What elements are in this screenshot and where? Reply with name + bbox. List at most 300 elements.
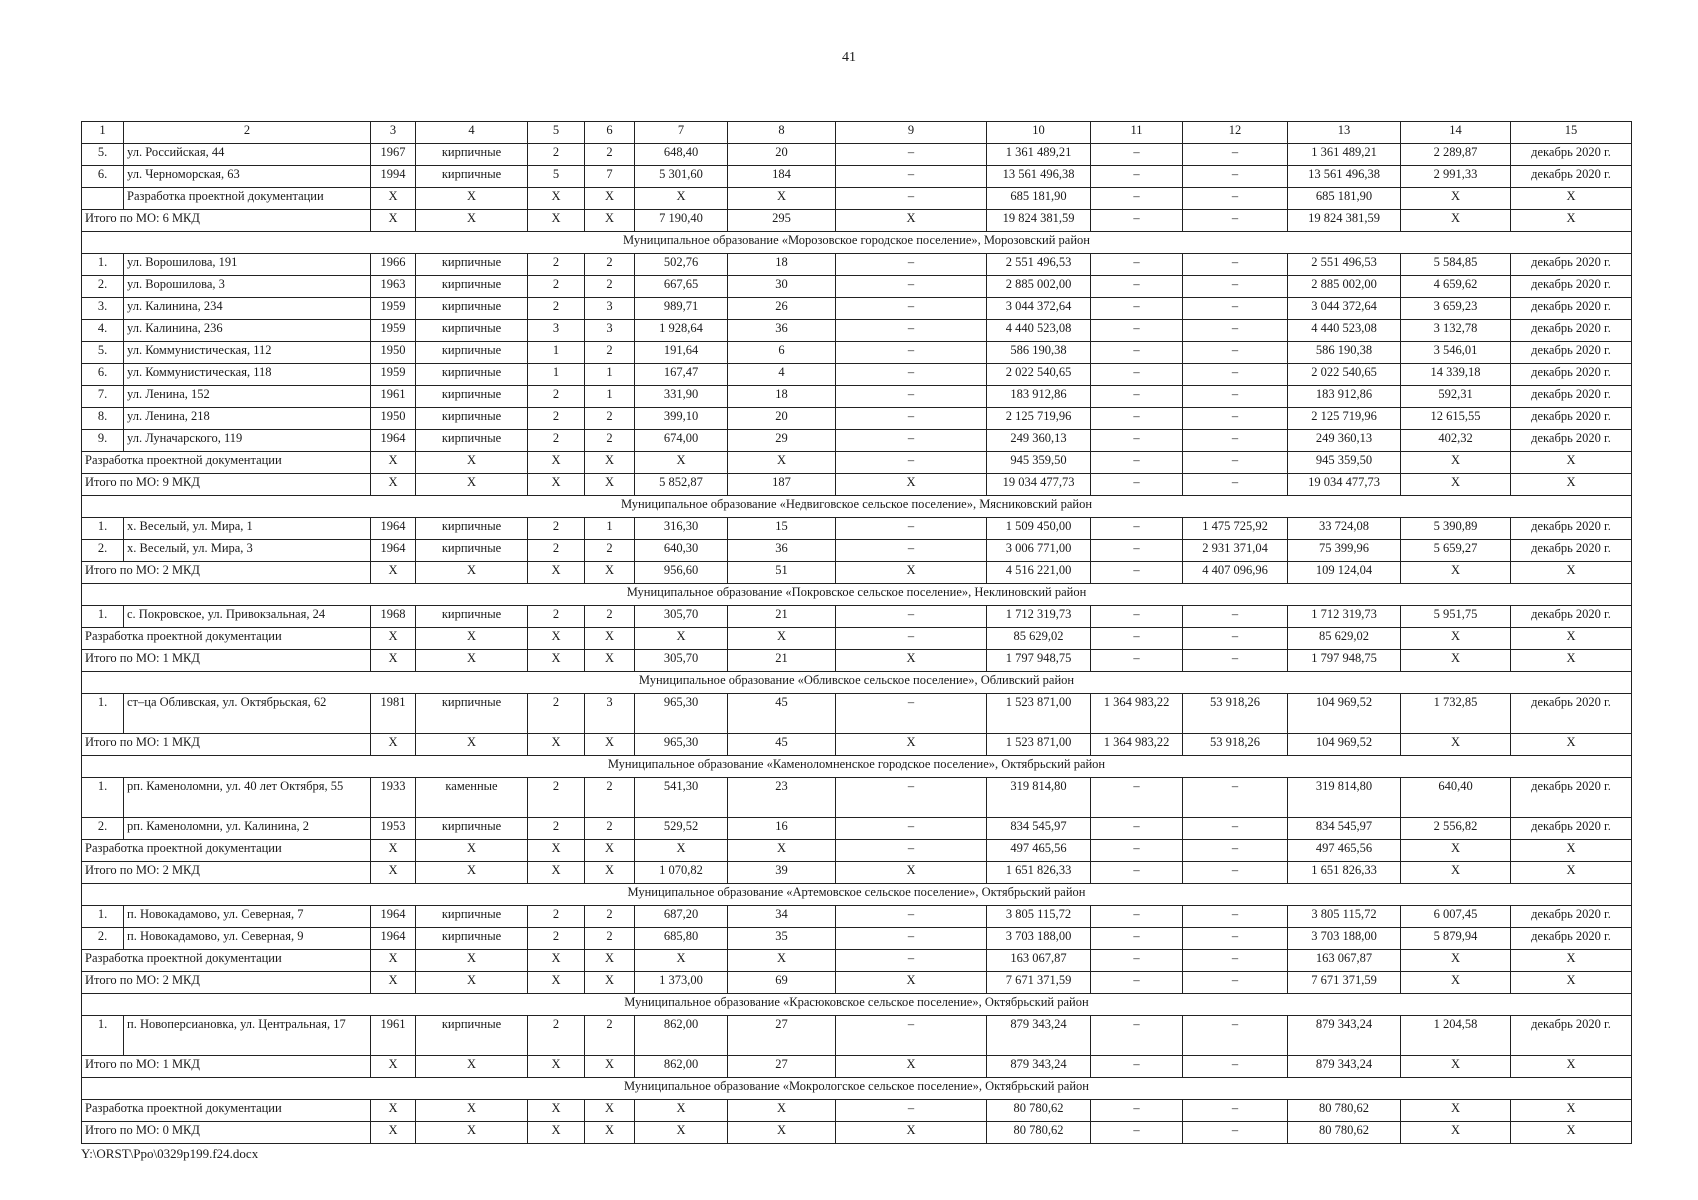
table-cell: – <box>1183 144 1288 166</box>
table-cell: 163 067,87 <box>1288 950 1401 972</box>
table-cell: 2 <box>528 540 585 562</box>
table-cell: 1 <box>585 386 635 408</box>
table-cell: X <box>836 474 987 496</box>
address-cell: рп. Каменоломни, ул. Калинина, 2 <box>124 818 371 840</box>
table-cell: 1 361 489,21 <box>987 144 1091 166</box>
table-cell: X <box>836 562 987 584</box>
table-cell: X <box>528 950 585 972</box>
table-cell: X <box>585 734 635 756</box>
table-cell: 51 <box>728 562 836 584</box>
section-header-row <box>82 232 1632 254</box>
table-cell: X <box>371 1100 416 1122</box>
table-cell: – <box>836 320 987 342</box>
table-cell: 1 509 450,00 <box>987 518 1091 540</box>
table-cell: 2 <box>585 778 635 818</box>
table-cell: X <box>728 840 836 862</box>
table-cell: 3 703 188,00 <box>1288 928 1401 950</box>
table-cell: – <box>1183 254 1288 276</box>
table-cell: X <box>416 210 528 232</box>
table-cell: 183 912,86 <box>1288 386 1401 408</box>
table-cell: – <box>1183 452 1288 474</box>
table-cell: декабрь 2020 г. <box>1511 276 1632 298</box>
table-cell: 75 399,96 <box>1288 540 1401 562</box>
table-cell: – <box>1183 818 1288 840</box>
summary-row <box>82 1056 1632 1078</box>
table-cell: 305,70 <box>635 650 728 672</box>
table-cell: кирпичные <box>416 386 528 408</box>
table-cell: каменные <box>416 778 528 818</box>
table-cell: X <box>635 840 728 862</box>
table-cell: 45 <box>728 694 836 734</box>
table-cell: – <box>836 1016 987 1056</box>
table-cell: 1 712 319,73 <box>1288 606 1401 628</box>
column-header-10: 10 <box>987 122 1091 144</box>
table-cell: 1 373,00 <box>635 972 728 994</box>
table-cell: 4 407 096,96 <box>1183 562 1288 584</box>
table-cell: 20 <box>728 408 836 430</box>
section-header-row <box>82 672 1632 694</box>
table-cell: 3 805 115,72 <box>1288 906 1401 928</box>
table-cell: – <box>1091 452 1183 474</box>
table-row <box>82 408 1632 430</box>
table-cell: 30 <box>728 276 836 298</box>
table-cell: 2 <box>585 430 635 452</box>
column-header-3: 3 <box>371 122 416 144</box>
table-cell: 3 <box>585 320 635 342</box>
table-cell: X <box>635 188 728 210</box>
table-cell: 1964 <box>371 928 416 950</box>
table-cell: 685,80 <box>635 928 728 950</box>
table-cell: X <box>416 1122 528 1144</box>
table-cell: 27 <box>728 1056 836 1078</box>
table-cell: – <box>836 518 987 540</box>
table-cell: 13 561 496,38 <box>1288 166 1401 188</box>
table-row <box>82 276 1632 298</box>
table-cell: декабрь 2020 г. <box>1511 364 1632 386</box>
table-cell: – <box>1091 906 1183 928</box>
table-cell: X <box>528 210 585 232</box>
table-cell: 2 <box>585 1016 635 1056</box>
table-cell: X <box>635 950 728 972</box>
table-cell: 862,00 <box>635 1016 728 1056</box>
table-cell: 1967 <box>371 144 416 166</box>
table-cell: кирпичные <box>416 540 528 562</box>
section-header-row <box>82 584 1632 606</box>
table-cell: – <box>1183 1122 1288 1144</box>
table-cell: 862,00 <box>635 1056 728 1078</box>
table-cell: – <box>1183 386 1288 408</box>
address-cell: ул. Луначарского, 119 <box>124 430 371 452</box>
table-cell: X <box>836 650 987 672</box>
table-cell: 965,30 <box>635 694 728 734</box>
table-cell: 2 <box>585 408 635 430</box>
table-cell: 18 <box>728 386 836 408</box>
table-row <box>82 430 1632 452</box>
table-cell: 1 928,64 <box>635 320 728 342</box>
table-cell: 965,30 <box>635 734 728 756</box>
table-cell: X <box>416 862 528 884</box>
table-cell: 834 545,97 <box>1288 818 1401 840</box>
table-cell: 529,52 <box>635 818 728 840</box>
table-cell: X <box>416 1056 528 1078</box>
table-cell: X <box>528 650 585 672</box>
table-cell: – <box>1091 562 1183 584</box>
table-cell: X <box>1401 950 1511 972</box>
table-cell: 2 <box>585 276 635 298</box>
table-cell: X <box>585 188 635 210</box>
table-cell: кирпичные <box>416 276 528 298</box>
section-header-row <box>82 1078 1632 1100</box>
table-cell: 1981 <box>371 694 416 734</box>
table-cell: 1 <box>585 518 635 540</box>
table-cell: 26 <box>728 298 836 320</box>
table-cell: декабрь 2020 г. <box>1511 928 1632 950</box>
table-cell: 592,31 <box>1401 386 1511 408</box>
table-cell: – <box>1091 540 1183 562</box>
table-row <box>82 906 1632 928</box>
table-cell: 4 <box>728 364 836 386</box>
summary-row <box>82 862 1632 884</box>
table-cell: 7 <box>585 166 635 188</box>
table-cell: 2 <box>585 818 635 840</box>
table-cell: – <box>1091 386 1183 408</box>
table-cell: 7 671 371,59 <box>1288 972 1401 994</box>
table-cell: 1. <box>82 518 124 540</box>
table-cell: X <box>371 210 416 232</box>
table-cell: X <box>528 628 585 650</box>
table-cell: X <box>1401 452 1511 474</box>
table-cell: 2 022 540,65 <box>1288 364 1401 386</box>
table-cell: 331,90 <box>635 386 728 408</box>
table-cell: X <box>1511 862 1632 884</box>
table-cell: 1 797 948,75 <box>1288 650 1401 672</box>
table-cell: – <box>1183 1016 1288 1056</box>
table-cell: – <box>1183 276 1288 298</box>
table-cell: X <box>1401 840 1511 862</box>
table-cell: 2 885 002,00 <box>1288 276 1401 298</box>
table-cell: X <box>728 1100 836 1122</box>
table-cell: 3 805 115,72 <box>987 906 1091 928</box>
table-cell: – <box>1183 650 1288 672</box>
table-cell: 2 125 719,96 <box>1288 408 1401 430</box>
table-cell: 6 007,45 <box>1401 906 1511 928</box>
table-cell: – <box>1091 430 1183 452</box>
table-cell: – <box>1091 1056 1183 1078</box>
table-cell: 1 364 983,22 <box>1091 694 1183 734</box>
address-cell: п. Новоперсиановка, ул. Центральная, 17 <box>124 1016 371 1056</box>
table-cell: 399,10 <box>635 408 728 430</box>
column-header-15: 15 <box>1511 122 1632 144</box>
municipality-title: Муниципальное образование «Недвиговское сельское поселение», Мясниковский район <box>82 496 1632 518</box>
summary-row <box>82 650 1632 672</box>
table-cell: 945 359,50 <box>1288 452 1401 474</box>
table-cell: 7. <box>82 386 124 408</box>
table-cell: 3 659,23 <box>1401 298 1511 320</box>
table-cell: 1933 <box>371 778 416 818</box>
table-cell: 5 659,27 <box>1401 540 1511 562</box>
table-cell: 20 <box>728 144 836 166</box>
table-cell: декабрь 2020 г. <box>1511 144 1632 166</box>
table-cell: декабрь 2020 г. <box>1511 320 1632 342</box>
table-cell: 319 814,80 <box>1288 778 1401 818</box>
column-number-header-row <box>82 122 1632 144</box>
summary-label: Итого по МО: 1 МКД <box>82 650 371 672</box>
table-cell: 2. <box>82 818 124 840</box>
table-cell: X <box>371 950 416 972</box>
table-cell: 85 629,02 <box>987 628 1091 650</box>
address-cell: Разработка проектной документации <box>124 188 371 210</box>
table-cell: X <box>371 840 416 862</box>
table-cell: 1 712 319,73 <box>987 606 1091 628</box>
table-cell: – <box>1091 972 1183 994</box>
column-header-9: 9 <box>836 122 987 144</box>
table-cell: X <box>416 1100 528 1122</box>
table-cell: – <box>1091 1122 1183 1144</box>
table-cell: X <box>585 972 635 994</box>
table-row <box>82 166 1632 188</box>
table-row <box>82 254 1632 276</box>
table-cell: X <box>585 1122 635 1144</box>
table-cell: X <box>1511 972 1632 994</box>
table-cell: 1. <box>82 254 124 276</box>
table-cell: 183 912,86 <box>987 386 1091 408</box>
table-cell: – <box>1183 628 1288 650</box>
table-cell: – <box>1091 342 1183 364</box>
table-cell: X <box>728 950 836 972</box>
table-cell: – <box>836 144 987 166</box>
table-cell: 2 556,82 <box>1401 818 1511 840</box>
table-cell: – <box>1091 166 1183 188</box>
table-cell: 2 022 540,65 <box>987 364 1091 386</box>
summary-row <box>82 452 1632 474</box>
table-cell: 1964 <box>371 540 416 562</box>
table-cell: – <box>1091 818 1183 840</box>
table-cell: X <box>416 734 528 756</box>
summary-label: Разработка проектной документации <box>82 452 371 474</box>
table-cell: кирпичные <box>416 342 528 364</box>
table-cell: 2 <box>585 342 635 364</box>
table-cell: 18 <box>728 254 836 276</box>
table-cell: 187 <box>728 474 836 496</box>
table-cell: 19 034 477,73 <box>1288 474 1401 496</box>
table-cell: – <box>1091 862 1183 884</box>
table-cell: – <box>836 840 987 862</box>
table-cell: – <box>1091 650 1183 672</box>
table-cell: 2 <box>585 906 635 928</box>
table-cell: – <box>836 408 987 430</box>
municipality-title: Муниципальное образование «Красюковское сельское поселение», Октябрьский район <box>82 994 1632 1016</box>
table-cell: 36 <box>728 540 836 562</box>
table-cell: 497 465,56 <box>987 840 1091 862</box>
table-cell: – <box>1183 298 1288 320</box>
address-cell: ст–ца Обливская, ул. Октябрьская, 62 <box>124 694 371 734</box>
table-cell: X <box>585 950 635 972</box>
table-cell: 2 <box>528 386 585 408</box>
table-cell: X <box>1401 972 1511 994</box>
column-header-12: 12 <box>1183 122 1288 144</box>
table-cell: 1. <box>82 906 124 928</box>
table-cell: декабрь 2020 г. <box>1511 518 1632 540</box>
table-cell: X <box>1511 950 1632 972</box>
table-cell: X <box>1401 862 1511 884</box>
table-cell: X <box>585 452 635 474</box>
table-cell: 4. <box>82 320 124 342</box>
table-cell: 12 615,55 <box>1401 408 1511 430</box>
table-cell: 2 <box>528 906 585 928</box>
table-cell: 648,40 <box>635 144 728 166</box>
table-cell: X <box>585 1056 635 1078</box>
table-cell: 2 <box>528 254 585 276</box>
summary-label: Итого по МО: 9 МКД <box>82 474 371 496</box>
summary-label: Итого по МО: 1 МКД <box>82 734 371 756</box>
table-cell: – <box>836 818 987 840</box>
table-cell: 2 551 496,53 <box>987 254 1091 276</box>
table-cell: X <box>371 474 416 496</box>
address-cell: ул. Ленина, 218 <box>124 408 371 430</box>
summary-label: Разработка проектной документации <box>82 950 371 972</box>
table-cell: X <box>1401 210 1511 232</box>
table-cell: 1 <box>528 364 585 386</box>
table-cell: 39 <box>728 862 836 884</box>
table-cell: – <box>836 606 987 628</box>
table-cell: X <box>728 628 836 650</box>
section-header-row <box>82 994 1632 1016</box>
table-cell: 640,30 <box>635 540 728 562</box>
table-cell: – <box>1183 606 1288 628</box>
table-cell: 249 360,13 <box>1288 430 1401 452</box>
table-cell: 3. <box>82 298 124 320</box>
table-cell: – <box>1091 928 1183 950</box>
table-cell: 1950 <box>371 342 416 364</box>
address-cell: ул. Калинина, 236 <box>124 320 371 342</box>
table-cell: декабрь 2020 г. <box>1511 818 1632 840</box>
table-cell: 2. <box>82 276 124 298</box>
table-cell: 1 364 983,22 <box>1091 734 1183 756</box>
table-cell: 163 067,87 <box>987 950 1091 972</box>
table-cell: 34 <box>728 906 836 928</box>
table-cell: – <box>1091 144 1183 166</box>
table-cell: X <box>416 650 528 672</box>
table-cell: – <box>1091 1016 1183 1056</box>
table-cell: – <box>1183 972 1288 994</box>
table-cell: 402,32 <box>1401 430 1511 452</box>
table-row <box>82 818 1632 840</box>
table-cell: 1 361 489,21 <box>1288 144 1401 166</box>
table-cell: 586 190,38 <box>987 342 1091 364</box>
section-header-row <box>82 756 1632 778</box>
table-cell: X <box>585 1100 635 1122</box>
table-cell: 2 <box>585 144 635 166</box>
table-cell: 80 780,62 <box>987 1122 1091 1144</box>
table-cell: 879 343,24 <box>1288 1016 1401 1056</box>
address-cell: рп. Каменоломни, ул. 40 лет Октября, 55 <box>124 778 371 818</box>
address-cell: ул. Ворошилова, 191 <box>124 254 371 276</box>
address-cell: п. Новокадамово, ул. Северная, 7 <box>124 906 371 928</box>
table-cell: X <box>585 628 635 650</box>
table-row <box>82 540 1632 562</box>
column-header-6: 6 <box>585 122 635 144</box>
table-cell: 2 <box>528 694 585 734</box>
table-cell: 989,71 <box>635 298 728 320</box>
table-cell: – <box>1183 474 1288 496</box>
table-cell: 2 <box>585 928 635 950</box>
table-cell: 2 <box>585 606 635 628</box>
table-cell: 1 204,58 <box>1401 1016 1511 1056</box>
table-cell: 29 <box>728 430 836 452</box>
table-row <box>82 342 1632 364</box>
table-row <box>82 928 1632 950</box>
municipality-title: Муниципальное образование «Артемовское сельское поселение», Октябрьский район <box>82 884 1632 906</box>
table-cell: X <box>371 562 416 584</box>
table-cell: X <box>836 972 987 994</box>
table-cell: X <box>635 1100 728 1122</box>
table-row <box>82 188 1632 210</box>
table-cell: 85 629,02 <box>1288 628 1401 650</box>
table-cell: 1961 <box>371 386 416 408</box>
table-cell: – <box>1091 778 1183 818</box>
table-cell: 879 343,24 <box>1288 1056 1401 1078</box>
address-cell: ул. Черноморская, 63 <box>124 166 371 188</box>
table-cell: 879 343,24 <box>987 1016 1091 1056</box>
address-cell: ул. Коммунистическая, 118 <box>124 364 371 386</box>
table-cell: 1964 <box>371 430 416 452</box>
summary-row <box>82 972 1632 994</box>
summary-row <box>82 1122 1632 1144</box>
table-cell: 13 561 496,38 <box>987 166 1091 188</box>
table-cell: X <box>635 628 728 650</box>
table-cell: X <box>528 1056 585 1078</box>
table-cell: 1. <box>82 1016 124 1056</box>
table-cell: 685 181,90 <box>1288 188 1401 210</box>
table-cell: кирпичные <box>416 430 528 452</box>
summary-row <box>82 840 1632 862</box>
table-cell: кирпичные <box>416 166 528 188</box>
table-cell: 1959 <box>371 298 416 320</box>
summary-label: Итого по МО: 2 МКД <box>82 862 371 884</box>
table-cell: X <box>1511 452 1632 474</box>
municipality-title: Муниципальное образование «Морозовское городское поселение», Морозовский район <box>82 232 1632 254</box>
table-cell: кирпичные <box>416 818 528 840</box>
housing-repair-table <box>81 121 1632 1144</box>
column-header-4: 4 <box>416 122 528 144</box>
table-cell: 1 797 948,75 <box>987 650 1091 672</box>
address-cell: х. Веселый, ул. Мира, 1 <box>124 518 371 540</box>
table-cell: X <box>371 452 416 474</box>
table-cell: 2 289,87 <box>1401 144 1511 166</box>
table-cell: 1950 <box>371 408 416 430</box>
table-cell: X <box>585 210 635 232</box>
table-cell: 1964 <box>371 518 416 540</box>
municipality-title: Муниципальное образование «Обливское сельское поселение», Обливский район <box>82 672 1632 694</box>
table-cell: 2 <box>528 1016 585 1056</box>
summary-row <box>82 628 1632 650</box>
table-cell: декабрь 2020 г. <box>1511 606 1632 628</box>
table-cell: 2 <box>528 144 585 166</box>
table-row <box>82 778 1632 818</box>
table-cell: 1966 <box>371 254 416 276</box>
table-cell: декабрь 2020 г. <box>1511 342 1632 364</box>
table-row <box>82 364 1632 386</box>
table-cell: X <box>728 452 836 474</box>
table-cell: 23 <box>728 778 836 818</box>
table-cell: 2 <box>528 276 585 298</box>
table-cell: 497 465,56 <box>1288 840 1401 862</box>
table-cell: 80 780,62 <box>987 1100 1091 1122</box>
table-cell: X <box>416 452 528 474</box>
address-cell: ул. Российская, 44 <box>124 144 371 166</box>
table-cell: 667,65 <box>635 276 728 298</box>
table-cell: 956,60 <box>635 562 728 584</box>
